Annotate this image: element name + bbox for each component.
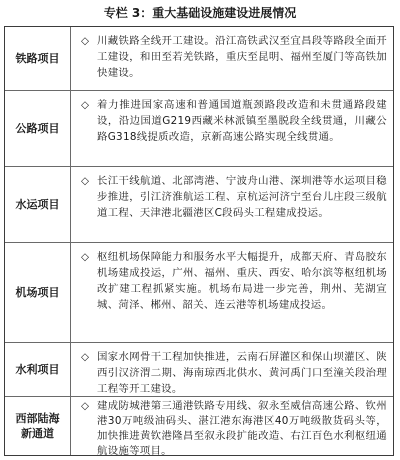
table-row-western-corridor (5, 397, 393, 455)
diamond-bullet-icon: ◇ (81, 99, 90, 111)
row-content (71, 397, 393, 455)
row-label-western-corridor: 西部陆海新通道 (5, 397, 71, 455)
item-text: 建成防城港第三通港铁路专用线、叙永至威信高速公路、钦州港30万吨级油码头、湛江港东海港区40万吨级散货码头等，加快推进黄钦港隆昌至叙永段扩能改造、右江百色水利枢纽通航设施等项目。 (97, 400, 387, 457)
list-item (81, 97, 387, 145)
row-content (71, 243, 393, 342)
item-text: 枢纽机场保障能力和服务水平大幅提升，成都天府、青岛胶东机场建成投运，广州、福州、重庆、西安、哈尔滨等枢纽机场改扩建工程抓紧实施。机场布局进一步完善，荆州、芜湖宣城、菏泽、郴州、韶关、连云港等机场建成投运。 (97, 251, 387, 311)
list-item (81, 399, 387, 459)
row-content (71, 167, 393, 242)
row-label-highway: 公路项目 (5, 91, 71, 166)
list-item (81, 249, 387, 313)
diamond-bullet-icon: ◇ (81, 35, 90, 47)
diamond-bullet-icon: ◇ (81, 400, 90, 412)
row-label-waterway: 水运项目 (5, 167, 71, 242)
table-row-airport (5, 243, 393, 343)
diamond-bullet-icon: ◇ (81, 351, 90, 363)
diamond-bullet-icon: ◇ (81, 251, 90, 263)
row-label-railway: 铁路项目 (5, 27, 71, 90)
list-item (81, 33, 387, 81)
list-item (81, 173, 387, 221)
list-item (81, 349, 387, 397)
projects-table (4, 26, 394, 456)
item-text: 着力推进国家高速和普通国道瓶颈路段改造和未贯通路段建设，沿边国道G219西藏米林派镇至墨脱段全线贯通，川藏公路G318线提质改造，京新高速公路实现全线贯通。 (97, 99, 387, 143)
row-content (71, 27, 393, 90)
diamond-bullet-icon: ◇ (81, 175, 90, 187)
row-label-water-conservancy: 水利项目 (5, 343, 71, 396)
item-text: 长江干线航道、北部湾港、宁波舟山港、深圳港等水运项目稳步推进，引江济淮航运工程、京杭运河济宁至台儿庄段三级航道工程、天津港北疆港区C段码头工程建成投运。 (97, 175, 387, 219)
column-title: 专栏 3：重大基础设施建设进展情况 (103, 6, 297, 20)
table-row-water-conservancy (5, 343, 393, 397)
row-content (71, 343, 393, 396)
item-text: 国家水网骨干工程加快推进，云南石屏灌区和保山坝灌区、陕西引汉济渭二期、海南琼西北供水、黄河禹门口至潼关段治理工程等开工建设。 (97, 351, 387, 395)
item-text: 川藏铁路全线开工建设。沿江高铁武汉至宜昌段等路段全面开工建设，和田至若羌铁路，重庆至昆明、福州至厦门等高铁加快建设。 (97, 35, 387, 79)
table-row-highway (5, 91, 393, 167)
row-label-airport: 机场项目 (5, 243, 71, 342)
row-content (71, 91, 393, 166)
table-row-railway (5, 27, 393, 91)
table-row-waterway (5, 167, 393, 243)
